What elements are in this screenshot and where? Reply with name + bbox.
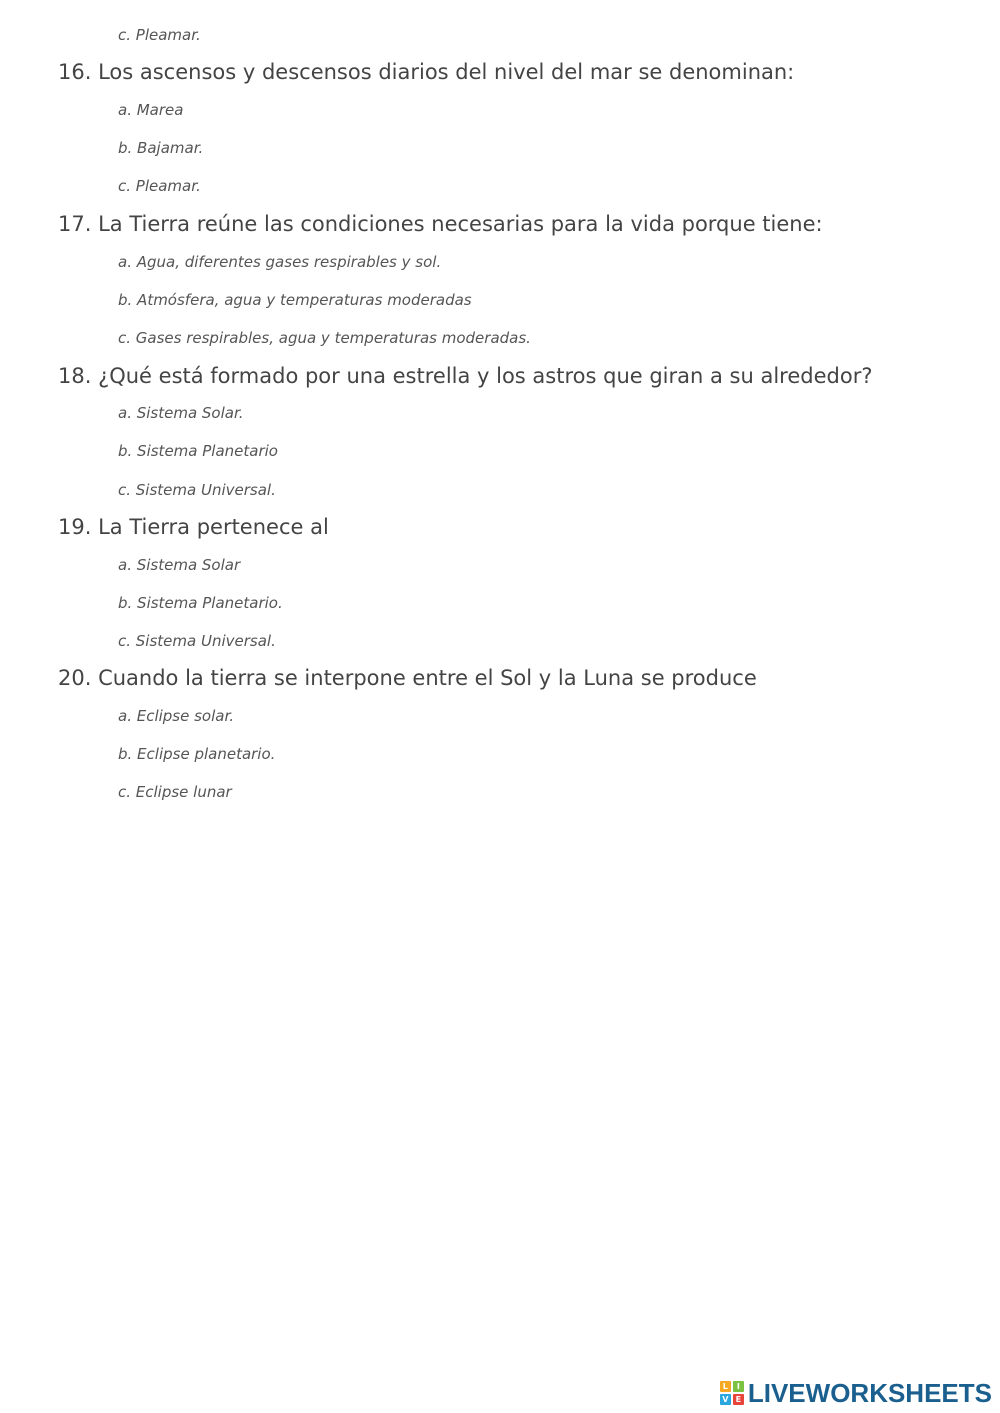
answer-option-18a[interactable]: a. Sistema Solar. bbox=[118, 404, 244, 422]
answer-option-16c[interactable]: c. Pleamar. bbox=[118, 177, 201, 195]
answer-option-18c[interactable]: c. Sistema Universal. bbox=[118, 481, 276, 499]
answer-option-20b[interactable]: b. Eclipse planetario. bbox=[118, 745, 276, 763]
question-17: 17. La Tierra reúne las condiciones necesarias para la vida porque tiene: bbox=[58, 212, 823, 236]
logo-tile-l: L bbox=[720, 1381, 731, 1392]
logo-tile-v: V bbox=[720, 1394, 731, 1405]
answer-option-15c[interactable]: c. Pleamar. bbox=[118, 26, 201, 44]
brand-name: LIVEWORKSHEETS bbox=[747, 1377, 992, 1408]
answer-option-16b[interactable]: b. Bajamar. bbox=[118, 139, 204, 157]
liveworksheets-logo-icon bbox=[720, 1381, 744, 1405]
answer-option-20a[interactable]: a. Eclipse solar. bbox=[118, 707, 235, 725]
answer-option-19c[interactable]: c. Sistema Universal. bbox=[118, 632, 276, 650]
logo-tile-i: I bbox=[733, 1381, 744, 1392]
question-19: 19. La Tierra pertenece al bbox=[58, 515, 329, 539]
answer-option-17b[interactable]: b. Atmósfera, agua y temperaturas moderadas bbox=[118, 291, 472, 309]
answer-option-19a[interactable]: a. Sistema Solar bbox=[118, 556, 241, 574]
question-20: 20. Cuando la tierra se interpone entre el Sol y la Luna se produce bbox=[58, 666, 757, 690]
answer-option-19b[interactable]: b. Sistema Planetario. bbox=[118, 594, 283, 612]
answer-option-17a[interactable]: a. Agua, diferentes gases respirables y sol. bbox=[118, 253, 442, 271]
answer-option-16a[interactable]: a. Marea bbox=[118, 101, 184, 119]
liveworksheets-brand[interactable] bbox=[720, 1377, 992, 1409]
question-18: 18. ¿Qué está formado por una estrella y los astros que giran a su alrededor? bbox=[58, 364, 873, 388]
answer-option-20c[interactable]: c. Eclipse lunar bbox=[118, 783, 232, 801]
logo-tile-e: E bbox=[733, 1394, 744, 1405]
answer-option-18b[interactable]: b. Sistema Planetario bbox=[118, 442, 278, 460]
question-16: 16. Los ascensos y descensos diarios del nivel del mar se denominan: bbox=[58, 60, 795, 84]
answer-option-17c[interactable]: c. Gases respirables, agua y temperaturas moderadas. bbox=[118, 329, 531, 347]
